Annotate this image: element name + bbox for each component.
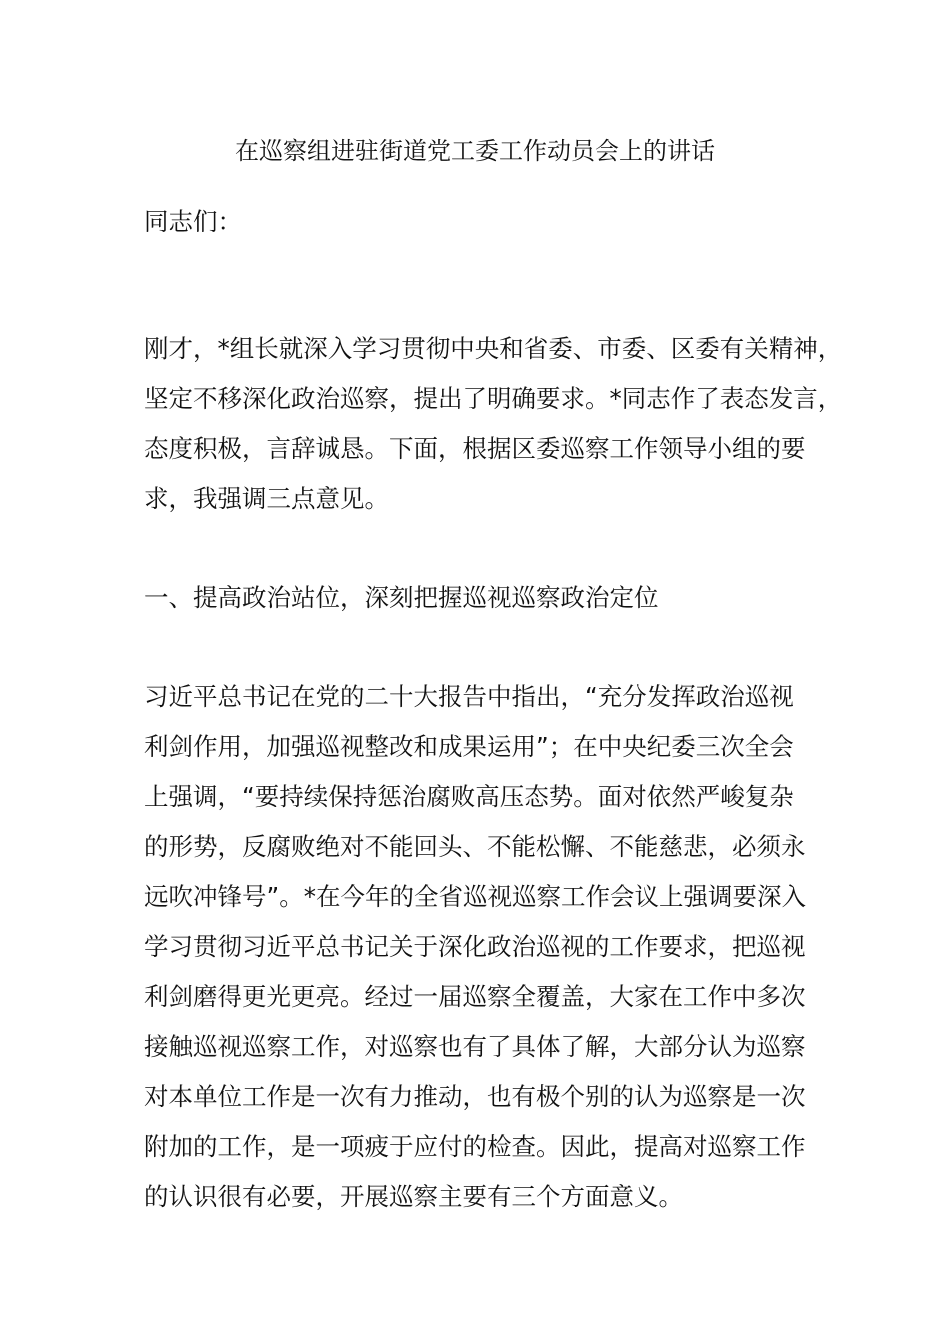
paragraph-line: 接触巡视巡察工作，对巡察也有了具体了解，大部分认为巡察: [144, 1032, 806, 1061]
paragraph-line: 的形势，反腐败绝对不能回头、不能松懈、不能慈悲，必须永: [144, 832, 806, 861]
paragraph-line: 习近平总书记在党的二十大报告中指出，“充分发挥政治巡视: [144, 682, 794, 711]
section-heading: 一、提高政治站位，深刻把握巡视巡察政治定位: [144, 583, 659, 612]
paragraph-line: 坚定不移深化政治巡察，提出了明确要求。*同志作了表态发言，: [144, 384, 843, 413]
paragraph-line: 对本单位工作是一次有力推动，也有极个别的认为巡察是一次: [144, 1082, 806, 1111]
paragraph-line: 学习贯彻习近平总书记关于深化政治巡视的工作要求，把巡视: [144, 932, 806, 961]
paragraph-line: 刚才，*组长就深入学习贯彻中央和省委、市委、区委有关精神，: [144, 334, 843, 363]
greeting: 同志们：: [144, 207, 242, 236]
paragraph-intro: [144, 324, 844, 524]
paragraph-line: 利剑作用，加强巡视整改和成果运用”；在中央纪委三次全会: [144, 732, 794, 761]
paragraph-line: 远吹冲锋号”。*在今年的全省巡视巡察工作会议上强调要深入: [144, 882, 806, 911]
document-title: 在巡察组进驻街道党工委工作动员会上的讲话: [235, 137, 715, 165]
paragraph-line: 利剑磨得更光更亮。经过一届巡察全覆盖，大家在工作中多次: [144, 982, 806, 1011]
paragraph-line: 态度积极，言辞诚恳。下面，根据区委巡察工作领导小组的要: [144, 434, 806, 463]
paragraph-line: 附加的工作，是一项疲于应付的检查。因此，提高对巡察工作: [144, 1132, 806, 1161]
paragraph-line: 求，我强调三点意见。: [144, 484, 389, 513]
paragraph-line: 的认识很有必要，开展巡察主要有三个方面意义。: [144, 1182, 683, 1211]
paragraph-body: [144, 672, 844, 1222]
paragraph-line: 上强调，“要持续保持惩治腐败高压态势。面对依然严峻复杂: [144, 782, 794, 811]
